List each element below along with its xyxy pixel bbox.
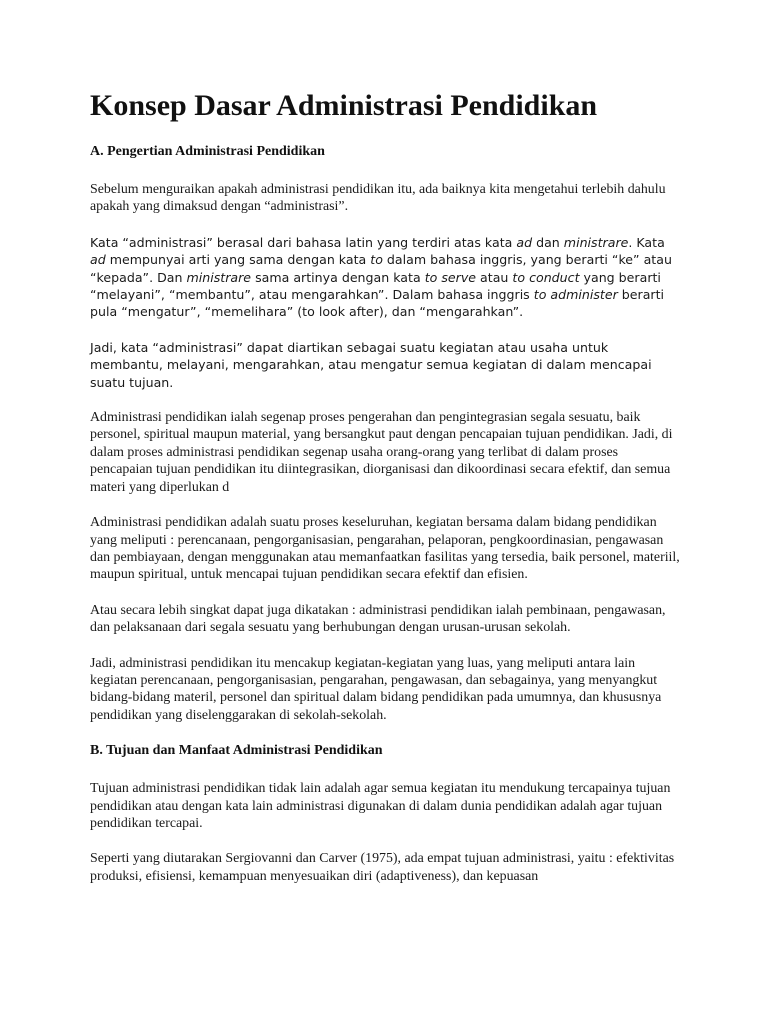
italic-term: ministrare (563, 234, 629, 250)
section-a-paragraph-3: Jadi, kata “administrasi” dapat diartikan sebagai suatu kegiatan atau usaha untuk membantu, melayani, mengarahkan, atau mengatur semua kegiatan di dalam mencapai suatu tujuan. (90, 339, 652, 390)
text-run: yang berarti “melayani”, “membantu”, atau mengarahkan”. Dalam bahasa inggris (90, 269, 661, 303)
italic-term: to (370, 252, 383, 268)
section-a-paragraph-4: Administrasi pendidikan ialah segenap proses pengerahan dan pengintegrasian segala sesuatu, baik personel, spiritual maupun material, yang bersangkut paut dengan pencapaian tujuan pendidikan. Jadi, di dalam proses administrasi pendidikan segenap usaha orang-orang yang terlibat di dalam proses pencapaian tujuan pendidikan itu diintegrasikan, diorganisasi dan dikoordinasi secara efektif, dan semua materi yang diperlukan d (90, 410, 673, 495)
text-run: . Kata (628, 234, 665, 250)
section-a-heading: A. Pengertian Administrasi Pendidikan (90, 144, 325, 159)
italic-term: ad (516, 234, 533, 250)
text-run: Kata “administrasi” berasal dari bahasa latin yang terdiri atas kata (90, 234, 517, 250)
section-a-paragraph-2 (90, 234, 682, 321)
italic-term: to administer (533, 287, 618, 303)
section-b-paragraph-2: Seperti yang diutarakan Sergiovanni dan Carver (1975), ada empat tujuan administrasi, yaitu : efektivitas produksi, efisiensi, kemampuan menyesuaikan diri (adaptiveness), dan kepuasan (90, 851, 675, 884)
italic-term: to conduct (512, 269, 580, 285)
section-a-paragraph-7: Jadi, administrasi pendidikan itu mencakup kegiatan-kegiatan yang luas, yang meliputi antara lain kegiatan perencanaan, pengorganisasian, pengarahan, pengawasan, dan sebagainya, yang menyangkut bidang-bidang materil, personel dan spiritual dalam bidang pendidikan pada umumnya, dan khususnya pendidikan yang diselenggarakan di sekolah-sekolah. (90, 655, 662, 723)
text-run: dalam bahasa inggris, yang berarti “ke” atau “kepada”. Dan (90, 252, 672, 285)
text-run: atau (476, 269, 513, 285)
text-run: berarti pula “mengatur”, “memelihara” (to look after), dan “mengarahkan”. (90, 287, 665, 320)
section-b-paragraph-1: Tujuan administrasi pendidikan tidak lain adalah agar semua kegiatan itu mendukung tercapainya tujuan pendidikan atau dengan kata lain administrasi digunakan di dalam dunia pendidikan adalah agar tujuan pendidikan tercapai. (90, 781, 671, 831)
text-run: mempunyai arti yang sama dengan kata (105, 252, 371, 268)
document-title: Konsep Dasar Administrasi Pendidikan (90, 89, 598, 122)
text-run: sama artinya dengan kata (251, 269, 425, 285)
section-a-paragraph-6: Atau secara lebih singkat dapat juga dikatakan : administrasi pendidikan ialah pembinaan, pengawasan, dan pelaksanaan dari segala sesuatu yang berhubungan dengan urusan-urusan sekolah. (90, 602, 666, 636)
italic-term: ad (90, 252, 106, 268)
section-a-paragraph-1: Sebelum menguraikan apakah administrasi pendidikan itu, ada baiknya kita mengetahui terlebih dahulu apakah yang dimaksud dengan “administrasi”. (90, 182, 666, 215)
text-run: dan (532, 234, 564, 250)
section-b-heading: B. Tujuan dan Manfaat Administrasi Pendidikan (90, 743, 383, 759)
section-a-paragraph-5: Administrasi pendidikan adalah suatu proses keseluruhan, kegiatan bersama dalam bidang pendidikan yang meliputi : perencanaan, pengorganisasian, pengarahan, pelaporan, pengkoordinasian, pengawasan dan pembiayaan, dengan menggunakan atau memanfaatkan fasilitas yang tersedia, baik personel, materiil, maupun spiritual, untuk mencapai tujuan pendidikan secara efektif dan efisien. (90, 515, 680, 583)
italic-term: ministrare (186, 269, 252, 285)
italic-term: to serve (424, 269, 477, 285)
